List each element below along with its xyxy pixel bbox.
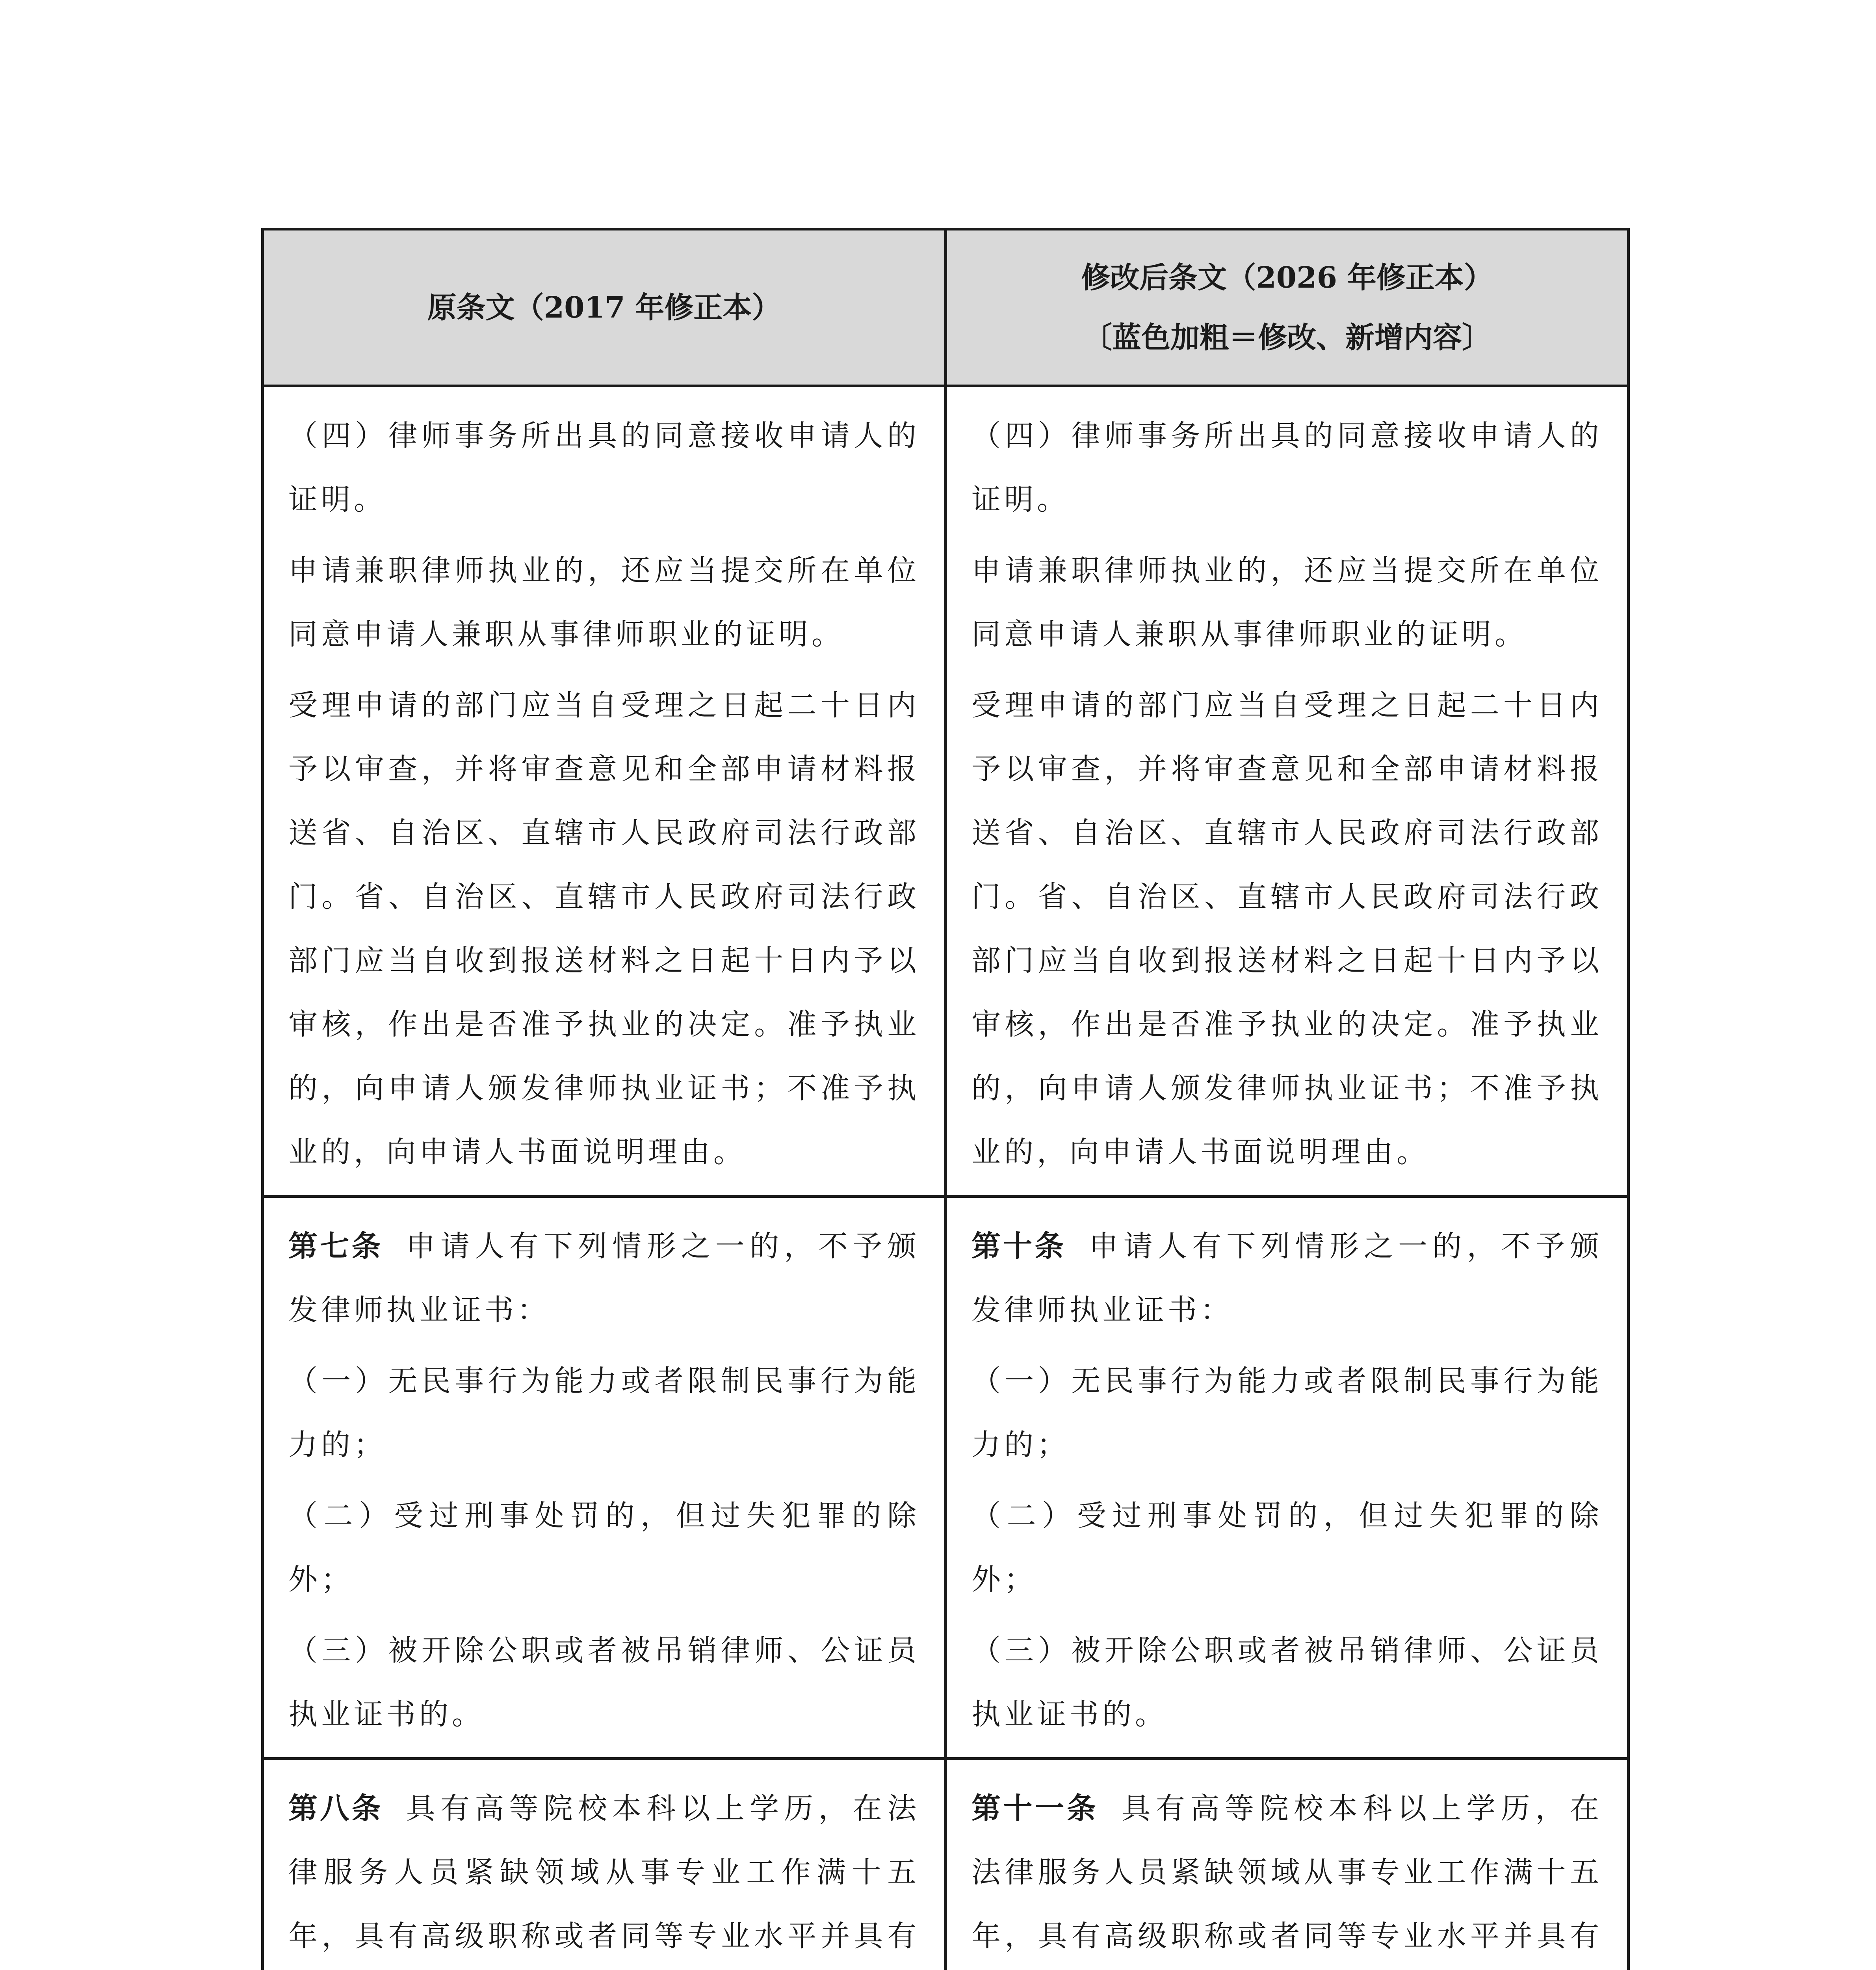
header-row bbox=[263, 229, 1629, 386]
table-row bbox=[263, 1759, 1629, 1970]
revised-column-title: 修改后条文（2026 年修正本） bbox=[1081, 260, 1493, 295]
article-lead: 申请人有下列情形之一的，不予颁发律师执业证书： bbox=[288, 1229, 920, 1327]
revised-cell bbox=[946, 1197, 1629, 1759]
revised-column-legend: 〔蓝色加粗＝修改、新增内容〕 bbox=[1083, 320, 1491, 355]
revised-cell bbox=[946, 1759, 1629, 1970]
paragraph: （一）无民事行为能力或者限制民事行为能力的； bbox=[971, 1364, 1603, 1462]
paragraph: （三）被开除公职或者被吊销律师、公证员执业证书的。 bbox=[288, 1634, 920, 1731]
paragraph: 受理申请的部门应当自受理之日起二十日内予以审查，并将审查意见和全部申请材料报送省、自治区、直辖市人民政府司法行政部门。省、自治区、直辖市人民政府司法行政部门应当自收到报送材料之日起十日内予以审核，作出是否准予执业的决定。准予执业的，向申请人颁发律师执业证书；不准予执业的，向申请人书面说明理由。 bbox=[288, 688, 920, 1169]
original-cell bbox=[263, 1197, 946, 1759]
article-paragraph bbox=[288, 1214, 920, 1342]
revised-cell bbox=[946, 386, 1629, 1197]
article-lead: 具有高等院校本科以上学历，在法律服务人员紧缺领域从事专业工作满十五年，具有高级职称或者同等专业水平并具有 bbox=[971, 1792, 1603, 1953]
table-row bbox=[263, 386, 1629, 1197]
original-cell bbox=[263, 386, 946, 1197]
article-lead: 申请人有下列情形之一的，不予颁发律师执业证书： bbox=[971, 1229, 1603, 1327]
original-column-header bbox=[263, 229, 946, 386]
article-paragraph bbox=[971, 1214, 1603, 1342]
paragraph: （一）无民事行为能力或者限制民事行为能力的； bbox=[288, 1364, 920, 1462]
paragraph: （四）律师事务所出具的同意接收申请人的证明。 bbox=[288, 419, 920, 517]
original-column-title: 原条文（2017 年修正本） bbox=[427, 290, 781, 325]
paragraph: 申请兼职律师执业的，还应当提交所在单位同意申请人兼职从事律师职业的证明。 bbox=[288, 554, 920, 651]
article-paragraph bbox=[971, 1777, 1603, 1970]
comparison-table bbox=[261, 228, 1630, 1970]
paragraph: 申请兼职律师执业的，还应当提交所在单位同意申请人兼职从事律师职业的证明。 bbox=[971, 554, 1603, 651]
paragraph: （二）受过刑事处罚的，但过失犯罪的除外； bbox=[971, 1499, 1603, 1596]
table-row bbox=[263, 1197, 1629, 1759]
article-lead: 具有高等院校本科以上学历，在法律服务人员紧缺领域从事专业工作满十五年，具有高级职称或者同等专业水平并具有 bbox=[288, 1792, 920, 1953]
article-paragraph bbox=[288, 1777, 920, 1970]
paragraph: （四）律师事务所出具的同意接收申请人的证明。 bbox=[971, 419, 1603, 517]
paragraph: （三）被开除公职或者被吊销律师、公证员执业证书的。 bbox=[971, 1634, 1603, 1731]
article-number: 第十一条 bbox=[971, 1792, 1099, 1825]
article-number: 第八条 bbox=[288, 1792, 383, 1825]
paragraph: （二）受过刑事处罚的，但过失犯罪的除外； bbox=[288, 1499, 920, 1596]
original-cell bbox=[263, 1759, 946, 1970]
article-number: 第十条 bbox=[971, 1229, 1066, 1263]
article-number: 第七条 bbox=[288, 1229, 383, 1263]
paragraph: 受理申请的部门应当自受理之日起二十日内予以审查，并将审查意见和全部申请材料报送省、自治区、直辖市人民政府司法行政部门。省、自治区、直辖市人民政府司法行政部门应当自收到报送材料之日起十日内予以审核，作出是否准予执业的决定。准予执业的，向申请人颁发律师执业证书；不准予执业的，向申请人书面说明理由。 bbox=[971, 688, 1603, 1169]
revised-column-header bbox=[946, 229, 1629, 386]
